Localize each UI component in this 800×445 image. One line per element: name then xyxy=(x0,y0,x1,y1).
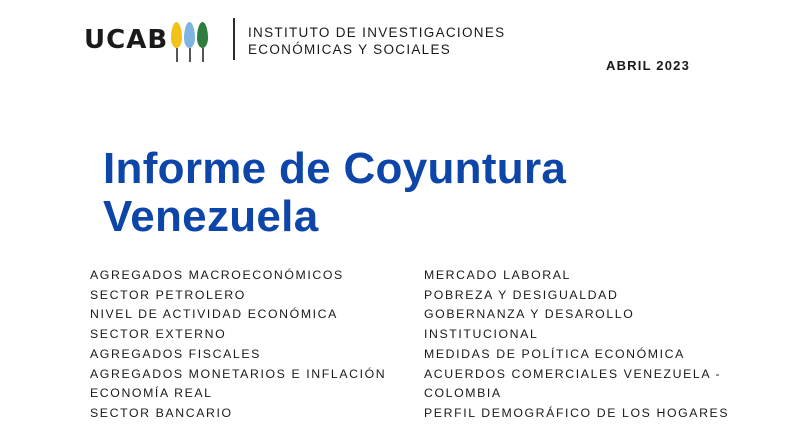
topic-item: SECTOR PETROLERO xyxy=(90,287,246,302)
topic-item: SECTOR EXTERNO xyxy=(90,327,227,342)
topic-item: MEDIDAS DE POLÍTICA ECONÓMICA xyxy=(424,346,685,361)
topic-item: POBREZA Y DESIGUALDAD xyxy=(424,287,619,302)
logo-wordmark: UCAB xyxy=(84,25,169,55)
topic-item: GOBERNANZA Y DESAROLLO xyxy=(424,307,635,322)
logo-divider xyxy=(233,18,235,60)
flames-icon xyxy=(171,18,208,62)
yellow-flame-icon xyxy=(171,22,182,62)
topic-item: SECTOR BANCARIO xyxy=(90,405,233,420)
report-date: ABRIL 2023 xyxy=(606,58,691,73)
report-title xyxy=(103,145,566,241)
topic-item: AGREGADOS MONETARIOS E INFLACIÓN xyxy=(90,366,387,381)
topic-item: ACUERDOS COMERCIALES VENEZUELA - xyxy=(424,366,722,381)
blue-flame-icon xyxy=(184,22,195,62)
institute-line-2: ECONÓMICAS Y SOCIALES xyxy=(248,42,452,57)
institute-line-1: INSTITUTO DE INVESTIGACIONES xyxy=(248,25,506,40)
institute-name xyxy=(248,24,505,58)
topic-item: NIVEL DE ACTIVIDAD ECONÓMICA xyxy=(90,307,338,322)
title-line-1: Informe de Coyuntura xyxy=(103,144,567,193)
topic-item: AGREGADOS MACROECONÓMICOS xyxy=(90,268,344,282)
topics-list-right xyxy=(424,266,729,424)
topic-item: COLOMBIA xyxy=(424,386,502,401)
green-flame-icon xyxy=(197,22,208,62)
ucab-logo xyxy=(84,18,208,62)
topics-list-left xyxy=(90,266,386,424)
topic-item: AGREGADOS FISCALES xyxy=(90,346,261,361)
title-line-2: Venezuela xyxy=(103,192,319,241)
topic-item: INSTITUCIONAL xyxy=(424,327,539,342)
topic-item: ECONOMÍA REAL xyxy=(90,386,213,401)
topic-item: MERCADO LABORAL xyxy=(424,268,571,282)
topic-item: PERFIL DEMOGRÁFICO DE LOS HOGARES xyxy=(424,405,730,420)
